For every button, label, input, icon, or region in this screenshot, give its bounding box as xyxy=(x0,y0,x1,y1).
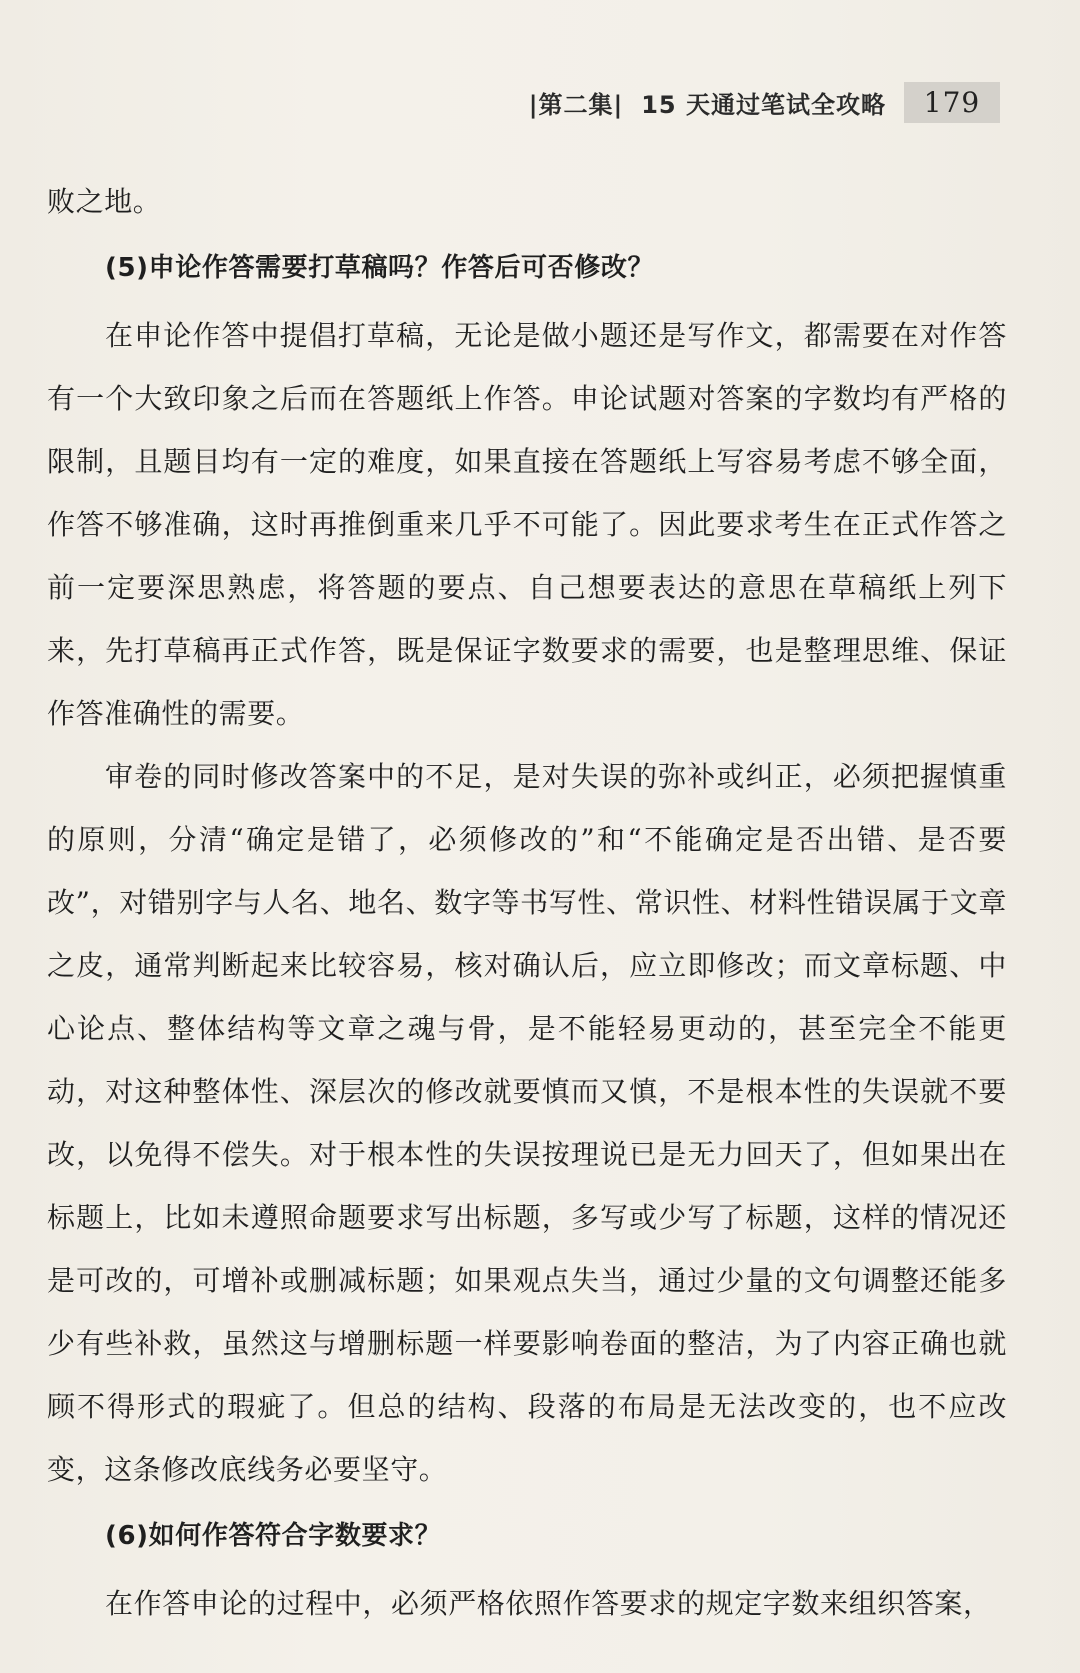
question-heading-6: (6)如何作答符合字数要求？ xyxy=(105,1521,442,1551)
series-label: |第二集| xyxy=(528,90,624,119)
paragraph-drafting: 在申论作答中提倡打草稿，无论是做小题还是写作文，都需要在对作答有一个大致印象之后而在答题纸上作答。申论试题对答案的字数均有严格的限制，且题目均有一定的难度，如果直接在答题纸上写容易考虑不够全面，作答不够准确，这时再推倒重来几乎不可能了。因此要求考生在正式作答之前一定要深思熟虑，将答题的要点、自己想要表达的意思在草稿纸上列下来，先打草稿再正式作答，既是保证字数要求的需要，也是整理思维、保证作答准确性的需要。 xyxy=(47,319,1007,730)
page-number: 179 xyxy=(904,82,1000,123)
paragraph-word-count: 在作答申论的过程中，必须严格依照作答要求的规定字数来组织答案， xyxy=(105,1587,992,1620)
question-heading-5: (5)申论作答需要打草稿吗？作答后可否修改？ xyxy=(105,253,655,283)
running-header xyxy=(529,80,1000,124)
paragraph-continuation: 败之地。 xyxy=(47,185,162,218)
paragraph-revising: 审卷的同时修改答案中的不足，是对失误的弥补或纠正，必须把握慎重的原则，分清“确定是错了，必须修改的”和“不能确定是否出错、是否要改”，对错别字与人名、地名、数字等书写性、常识性、材料性错误属于文章之皮，通常判断起来比较容易，核对确认后，应立即修改；而文章标题、中心论点、整体结构等文章之魂与骨，是不能轻易更动的，甚至完全不能更动，对这种整体性、深层次的修改就要慎而又慎，不是根本性的失误就不要改，以免得不偿失。对于根本性的失误按理说已是无力回天了，但如果出在标题上，比如未遵照命题要求写出标题，多写或少写了标题，这样的情况还是可改的，可增补或删减标题；如果观点失当，通过少量的文句调整还能多少有些补救，虽然这与增删标题一样要影响卷面的整洁，为了内容正确也就顾不得形式的瑕疵了。但总的结构、段落的布局是无法改变的，也不应改变，这条修改底线务必要坚守。 xyxy=(47,760,1007,1486)
book-title: 15 天通过笔试全攻略 xyxy=(641,90,886,119)
body-text xyxy=(47,170,1007,1635)
